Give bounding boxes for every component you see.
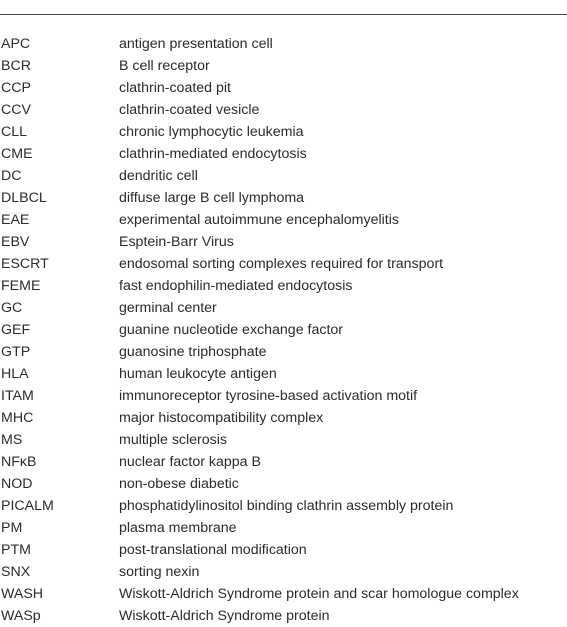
- abbreviation-definition: clathrin-coated vesicle: [119, 102, 260, 118]
- abbreviation-row: [0, 297, 567, 319]
- abbreviation-row: [0, 407, 567, 429]
- abbreviation-term: DLBCL: [1, 190, 47, 206]
- abbreviation-term: WASp: [1, 608, 41, 624]
- abbreviation-term: BCR: [1, 58, 31, 74]
- abbreviation-row: [0, 539, 567, 561]
- abbreviation-row: [0, 451, 567, 473]
- abbreviation-row: [0, 77, 567, 99]
- abbreviation-term: WASH: [1, 586, 44, 602]
- abbreviation-term: EAE: [1, 212, 30, 228]
- abbreviation-row: [0, 583, 567, 605]
- abbreviation-definition: guanosine triphosphate: [119, 344, 267, 360]
- abbreviation-term: PICALM: [1, 498, 54, 514]
- abbreviation-row: [0, 165, 567, 187]
- abbreviation-definition: diffuse large B cell lymphoma: [119, 190, 305, 206]
- abbreviation-term: CCP: [1, 80, 31, 96]
- abbreviation-row: [0, 363, 567, 385]
- abbreviation-definition: human leukocyte antigen: [119, 366, 277, 382]
- abbreviation-definition: post-translational modification: [119, 542, 307, 558]
- abbreviation-definition: endosomal sorting complexes required for transport: [119, 256, 444, 272]
- abbreviation-term: PTM: [1, 542, 31, 558]
- abbreviation-definition: nuclear factor kappa B: [119, 454, 261, 470]
- abbreviation-row: [0, 561, 567, 583]
- abbreviation-definition: guanine nucleotide exchange factor: [119, 322, 344, 338]
- abbreviation-row: [0, 187, 567, 209]
- abbreviation-row: [0, 473, 567, 495]
- abbreviation-term: HLA: [1, 366, 29, 382]
- abbreviation-term: DC: [1, 168, 22, 184]
- abbreviation-term: SNX: [1, 564, 31, 580]
- abbreviation-definition: clathrin-coated pit: [119, 80, 231, 96]
- abbreviation-term: FEME: [1, 278, 41, 294]
- abbreviation-definition: immunoreceptor tyrosine-based activation motif: [119, 388, 418, 404]
- abbreviation-definition: clathrin-mediated endocytosis: [119, 146, 307, 162]
- abbreviation-definition: major histocompatibility complex: [119, 410, 324, 426]
- abbreviation-row: [0, 385, 567, 407]
- abbreviation-term: PM: [1, 520, 23, 536]
- abbreviation-term: ITAM: [1, 388, 34, 404]
- abbreviation-term: GEF: [1, 322, 31, 338]
- abbreviation-definition: B cell receptor: [119, 58, 210, 74]
- abbreviation-row: [0, 143, 567, 165]
- abbreviation-definition: Wiskott-Aldrich Syndrome protein and scar homologue complex: [119, 586, 519, 602]
- abbreviation-row: [0, 495, 567, 517]
- abbreviation-definition: Esptein-Barr Virus: [119, 234, 234, 250]
- abbreviation-row: [0, 231, 567, 253]
- abbreviation-row: [0, 605, 567, 627]
- abbreviation-row: [0, 275, 567, 297]
- abbreviation-term: EBV: [1, 234, 30, 250]
- abbreviation-term: MS: [1, 432, 23, 448]
- abbreviation-term: CLL: [1, 124, 28, 140]
- abbreviation-row: [0, 55, 567, 77]
- abbreviation-row: [0, 209, 567, 231]
- abbreviation-definition: plasma membrane: [119, 520, 237, 536]
- abbreviation-term: ESCRT: [1, 256, 49, 272]
- abbreviation-row: [0, 341, 567, 363]
- abbreviation-definition: dendritic cell: [119, 168, 198, 184]
- abbreviation-term: MHC: [1, 410, 34, 426]
- abbreviation-definition: germinal center: [119, 300, 217, 316]
- abbreviation-row: [0, 517, 567, 539]
- abbreviation-term: NFκB: [1, 454, 37, 470]
- abbreviation-term: NOD: [1, 476, 33, 492]
- abbreviation-definition: experimental autoimmune encephalomyelitis: [119, 212, 399, 228]
- abbreviation-term: GC: [1, 300, 23, 316]
- abbreviations-table: [0, 33, 567, 627]
- abbreviation-definition: sorting nexin: [119, 564, 200, 580]
- abbreviation-definition: fast endophilin-mediated endocytosis: [119, 278, 353, 294]
- abbreviation-row: [0, 253, 567, 275]
- abbreviation-term: GTP: [1, 344, 31, 360]
- abbreviation-row: [0, 121, 567, 143]
- abbreviation-row: [0, 429, 567, 451]
- abbreviation-row: [0, 99, 567, 121]
- abbreviation-term: CCV: [1, 102, 31, 118]
- abbreviation-definition: Wiskott-Aldrich Syndrome protein: [119, 608, 330, 624]
- abbreviation-definition: multiple sclerosis: [119, 432, 228, 448]
- abbreviation-row: [0, 33, 567, 55]
- abbreviation-term: CME: [1, 146, 33, 162]
- abbreviation-definition: non-obese diabetic: [119, 476, 239, 492]
- abbreviation-term: APC: [1, 36, 31, 52]
- abbreviation-definition: phosphatidylinositol binding clathrin assembly protein: [119, 498, 454, 514]
- abbreviation-definition: antigen presentation cell: [119, 36, 273, 52]
- abbreviation-definition: chronic lymphocytic leukemia: [119, 124, 304, 140]
- table-top-rule: [0, 14, 567, 15]
- abbreviation-row: [0, 319, 567, 341]
